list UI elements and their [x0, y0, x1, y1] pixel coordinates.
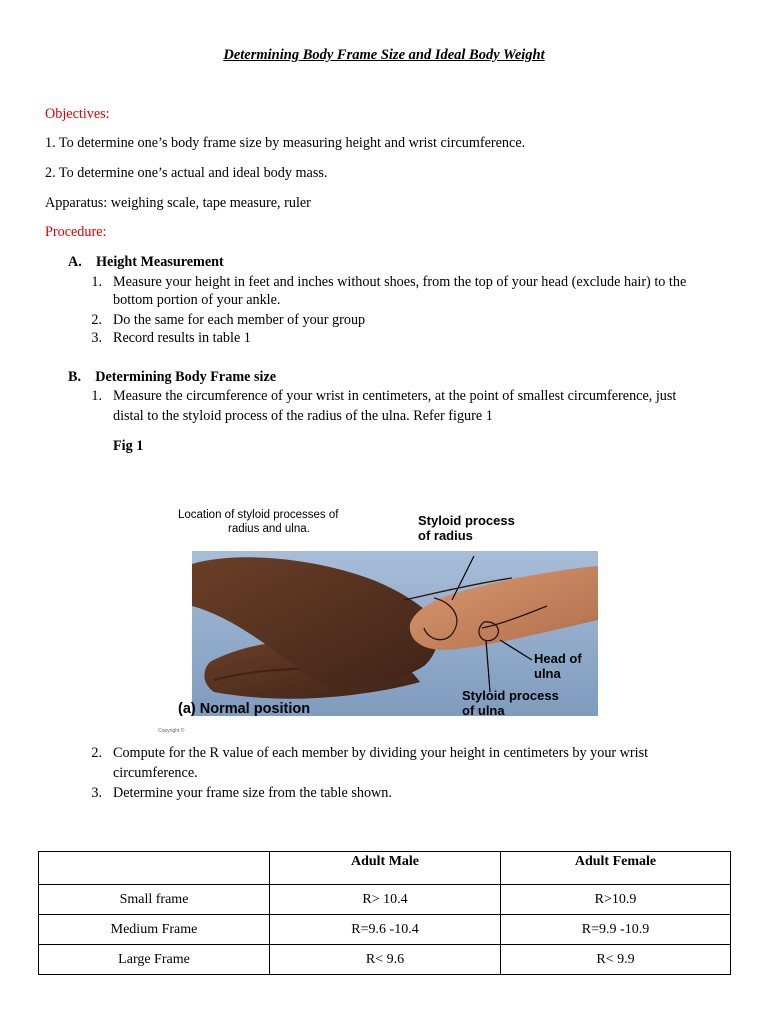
- section-b-item-3-text: Determine your frame size from the table shown.: [113, 785, 392, 801]
- section-b-item-2-number: 2.: [91, 745, 102, 761]
- objectives-label: Objectives:: [45, 106, 110, 122]
- section-a-heading: A. Height Measurement: [68, 254, 224, 270]
- ulna-label-line-1: Styloid process: [462, 688, 559, 703]
- table-row: [39, 885, 731, 915]
- head-ulna-label-line-1: Head of: [534, 651, 582, 666]
- objective-1: 1. To determine one’s body frame size by measuring height and wrist circumference.: [45, 135, 526, 151]
- section-a-item-2-number: 2.: [91, 312, 102, 328]
- table-header-cell: Adult Male: [270, 852, 501, 885]
- section-b-item-2-line-2: circumference.: [113, 765, 198, 781]
- copyright-text: Copyright ©: [158, 728, 185, 734]
- wrist-illustration: [152, 494, 646, 736]
- procedure-label: Procedure:: [45, 224, 107, 240]
- table-cell: Large Frame: [39, 945, 270, 975]
- ulna-label-line-2: of ulna: [462, 703, 505, 718]
- table-cell: R=9.6 -10.4: [270, 915, 501, 945]
- section-a-item-3-number: 3.: [91, 330, 102, 346]
- section-b-item-2-line-1: Compute for the R value of each member by dividing your height in centimeters by your wrist: [113, 745, 649, 761]
- figure-label: Fig 1: [113, 438, 144, 454]
- section-b-item-1-line-2: distal to the styloid process of the radius of the ulna. Refer figure 1: [113, 408, 493, 424]
- table-header-cell: [39, 852, 270, 885]
- section-a-item-2-text: Do the same for each member of your group: [113, 312, 366, 328]
- table-cell: Medium Frame: [39, 915, 270, 945]
- document-title: Determining Body Frame Size and Ideal Body Weight: [223, 47, 545, 63]
- table-cell: R=9.9 -10.9: [501, 915, 731, 945]
- figure-caption-line-2: radius and ulna.: [228, 523, 310, 535]
- section-b-heading: B. Determining Body Frame size: [68, 369, 277, 385]
- section-a-item-1-line-2: bottom portion of your ankle.: [113, 292, 281, 308]
- table-cell: R< 9.9: [501, 945, 731, 975]
- section-a-item-1-line-1: Measure your height in feet and inches without shoes, from the top of your head (exclude hair) to the: [113, 274, 687, 290]
- table-cell: R>10.9: [501, 885, 731, 915]
- table-row: [39, 915, 731, 945]
- section-b-item-3-number: 3.: [91, 785, 102, 801]
- table-cell: R< 9.6: [270, 945, 501, 975]
- head-ulna-label-line-2: ulna: [534, 666, 561, 681]
- figure-caption-line-1: Location of styloid processes of: [178, 509, 339, 521]
- table-cell: R> 10.4: [270, 885, 501, 915]
- section-a-item-3-text: Record results in table 1: [113, 330, 251, 346]
- wrist-styloid-figure: [152, 494, 646, 736]
- panel-label: (a) Normal position: [178, 701, 311, 717]
- section-b-item-1-number: 1.: [91, 388, 102, 404]
- table-header-row: [39, 852, 731, 885]
- frame-size-table: [38, 851, 731, 975]
- section-b-item-1-line-1: Measure the circumference of your wrist in centimeters, at the point of smallest circumference, just: [113, 388, 677, 404]
- table-header-cell: Adult Female: [501, 852, 731, 885]
- objective-2: 2. To determine one’s actual and ideal body mass.: [45, 165, 328, 181]
- radius-label-line-2: of radius: [418, 528, 473, 543]
- section-a-item-1-number: 1.: [91, 274, 102, 290]
- radius-label-line-1: Styloid process: [418, 513, 515, 528]
- apparatus-line: Apparatus: weighing scale, tape measure, ruler: [45, 195, 311, 211]
- table-cell: Small frame: [39, 885, 270, 915]
- table-row: [39, 945, 731, 975]
